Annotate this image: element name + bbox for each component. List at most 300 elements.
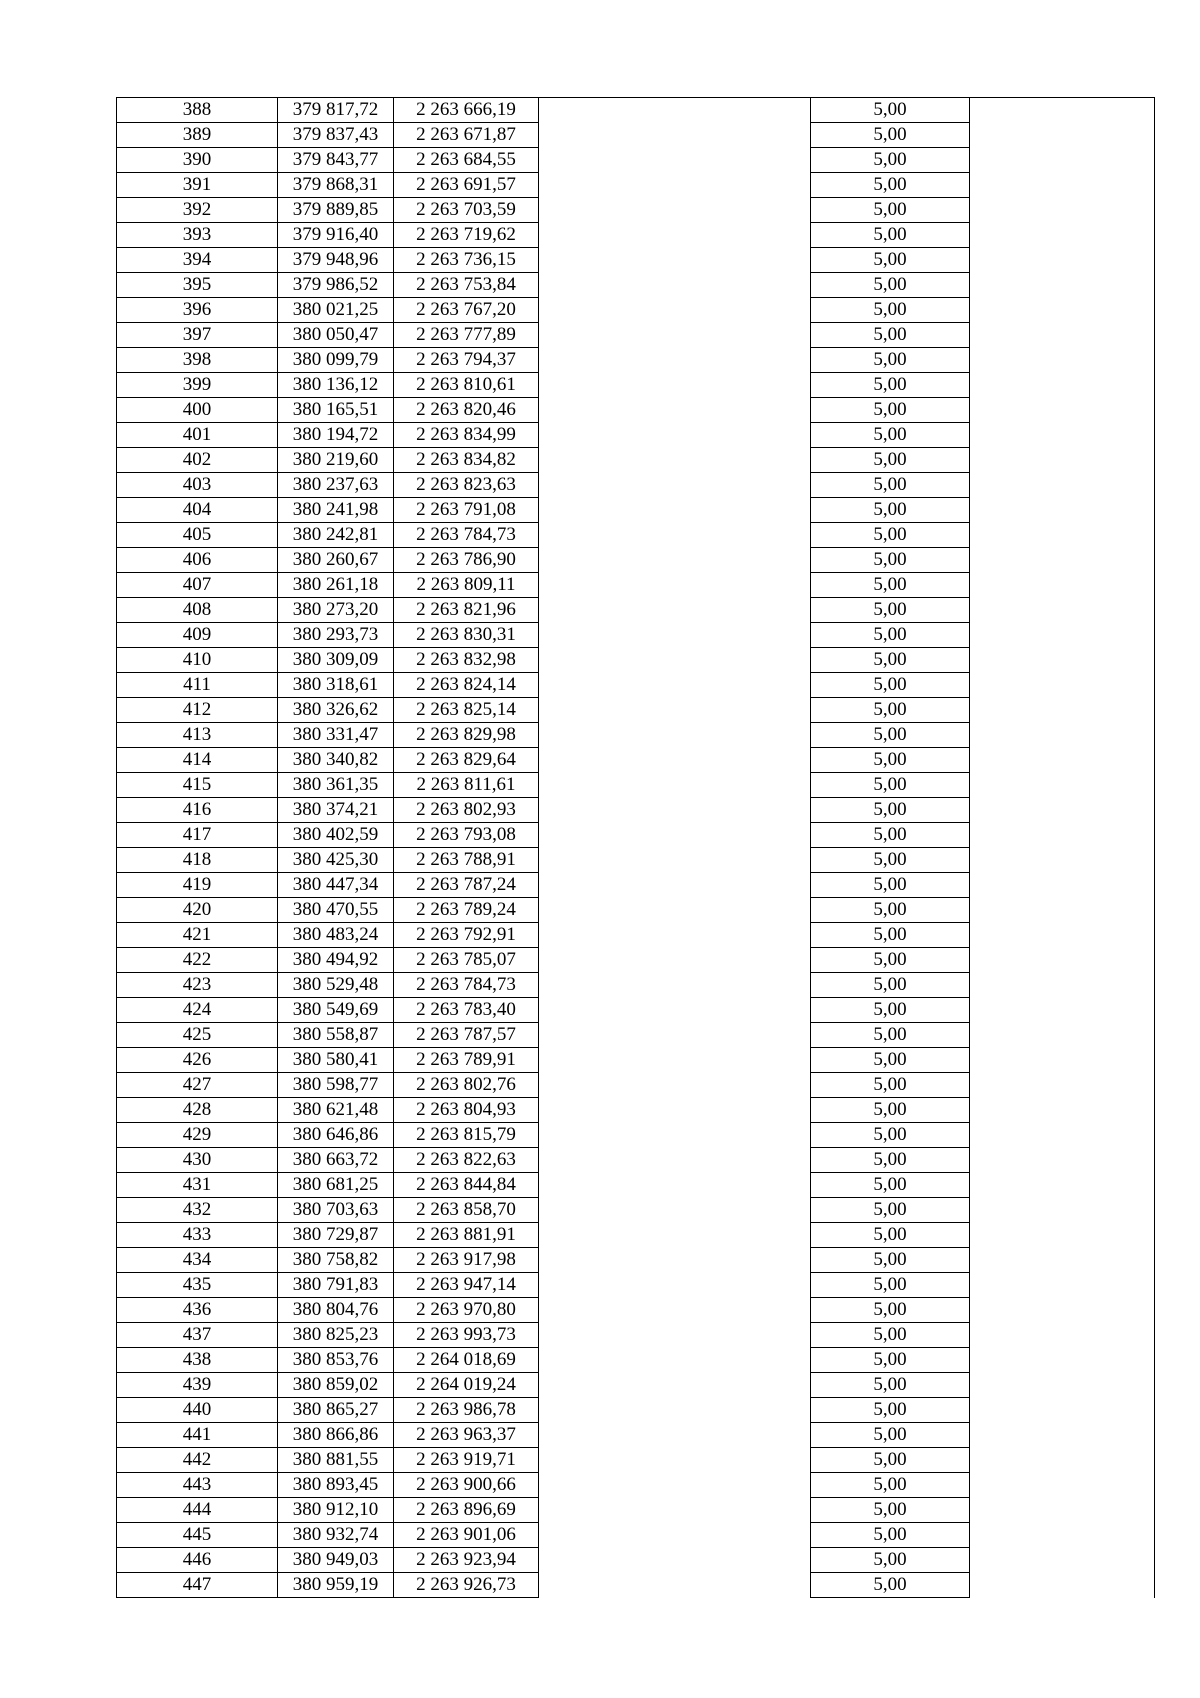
y-coordinate-cell: 2 263 793,08 bbox=[394, 823, 539, 848]
empty-cell bbox=[539, 1123, 811, 1148]
table-row bbox=[117, 748, 1155, 773]
empty-cell bbox=[539, 1298, 811, 1323]
table-row bbox=[117, 1548, 1155, 1573]
x-coordinate-cell: 380 260,67 bbox=[278, 548, 394, 573]
empty-cell bbox=[539, 198, 811, 223]
table-row bbox=[117, 1398, 1155, 1423]
empty-cell bbox=[539, 248, 811, 273]
empty-cell bbox=[539, 273, 811, 298]
point-number-cell: 407 bbox=[117, 573, 278, 598]
empty-cell bbox=[970, 998, 1155, 1023]
table-row bbox=[117, 623, 1155, 648]
value-cell: 5,00 bbox=[811, 423, 970, 448]
value-cell: 5,00 bbox=[811, 498, 970, 523]
x-coordinate-cell: 380 681,25 bbox=[278, 1173, 394, 1198]
y-coordinate-cell: 2 263 789,24 bbox=[394, 898, 539, 923]
y-coordinate-cell: 2 263 703,59 bbox=[394, 198, 539, 223]
empty-cell bbox=[539, 298, 811, 323]
table-row bbox=[117, 323, 1155, 348]
point-number-cell: 391 bbox=[117, 173, 278, 198]
value-cell: 5,00 bbox=[811, 1348, 970, 1373]
empty-cell bbox=[970, 323, 1155, 348]
table-row bbox=[117, 848, 1155, 873]
value-cell: 5,00 bbox=[811, 898, 970, 923]
table-row bbox=[117, 123, 1155, 148]
empty-cell bbox=[970, 873, 1155, 898]
value-cell: 5,00 bbox=[811, 998, 970, 1023]
table-row bbox=[117, 548, 1155, 573]
table-row bbox=[117, 1448, 1155, 1473]
table-row bbox=[117, 898, 1155, 923]
empty-cell bbox=[539, 1548, 811, 1573]
x-coordinate-cell: 380 326,62 bbox=[278, 698, 394, 723]
empty-cell bbox=[970, 348, 1155, 373]
empty-cell bbox=[970, 898, 1155, 923]
empty-cell bbox=[970, 273, 1155, 298]
value-cell: 5,00 bbox=[811, 1398, 970, 1423]
y-coordinate-cell: 2 263 767,20 bbox=[394, 298, 539, 323]
x-coordinate-cell: 380 866,86 bbox=[278, 1423, 394, 1448]
empty-cell bbox=[970, 1273, 1155, 1298]
x-coordinate-cell: 380 470,55 bbox=[278, 898, 394, 923]
x-coordinate-cell: 380 219,60 bbox=[278, 448, 394, 473]
y-coordinate-cell: 2 263 784,73 bbox=[394, 973, 539, 998]
value-cell: 5,00 bbox=[811, 1148, 970, 1173]
x-coordinate-cell: 380 912,10 bbox=[278, 1498, 394, 1523]
empty-cell bbox=[970, 1423, 1155, 1448]
table-row bbox=[117, 698, 1155, 723]
empty-cell bbox=[970, 1148, 1155, 1173]
empty-cell bbox=[539, 1223, 811, 1248]
table-row bbox=[117, 1373, 1155, 1398]
empty-cell bbox=[970, 1073, 1155, 1098]
table-row bbox=[117, 1223, 1155, 1248]
x-coordinate-cell: 380 483,24 bbox=[278, 923, 394, 948]
y-coordinate-cell: 2 264 019,24 bbox=[394, 1373, 539, 1398]
empty-cell bbox=[970, 748, 1155, 773]
y-coordinate-cell: 2 263 829,64 bbox=[394, 748, 539, 773]
y-coordinate-cell: 2 263 834,99 bbox=[394, 423, 539, 448]
x-coordinate-cell: 380 293,73 bbox=[278, 623, 394, 648]
value-cell: 5,00 bbox=[811, 1548, 970, 1573]
empty-cell bbox=[970, 673, 1155, 698]
empty-cell bbox=[539, 398, 811, 423]
empty-cell bbox=[970, 1248, 1155, 1273]
x-coordinate-cell: 380 932,74 bbox=[278, 1523, 394, 1548]
empty-cell bbox=[970, 1123, 1155, 1148]
empty-cell bbox=[970, 1373, 1155, 1398]
table-row bbox=[117, 273, 1155, 298]
table-row bbox=[117, 598, 1155, 623]
empty-cell bbox=[539, 1073, 811, 1098]
empty-cell bbox=[970, 298, 1155, 323]
point-number-cell: 396 bbox=[117, 298, 278, 323]
x-coordinate-cell: 380 050,47 bbox=[278, 323, 394, 348]
table-row bbox=[117, 448, 1155, 473]
y-coordinate-cell: 2 263 970,80 bbox=[394, 1298, 539, 1323]
value-cell: 5,00 bbox=[811, 1073, 970, 1098]
empty-cell bbox=[970, 1048, 1155, 1073]
empty-cell bbox=[970, 1173, 1155, 1198]
table-row bbox=[117, 723, 1155, 748]
empty-cell bbox=[539, 698, 811, 723]
y-coordinate-cell: 2 263 666,19 bbox=[394, 98, 539, 123]
table-row bbox=[117, 398, 1155, 423]
table-row bbox=[117, 1573, 1155, 1598]
empty-cell bbox=[539, 973, 811, 998]
y-coordinate-cell: 2 263 684,55 bbox=[394, 148, 539, 173]
value-cell: 5,00 bbox=[811, 1523, 970, 1548]
y-coordinate-cell: 2 263 691,57 bbox=[394, 173, 539, 198]
x-coordinate-cell: 380 529,48 bbox=[278, 973, 394, 998]
empty-cell bbox=[539, 1198, 811, 1223]
y-coordinate-cell: 2 263 753,84 bbox=[394, 273, 539, 298]
table-row bbox=[117, 573, 1155, 598]
empty-cell bbox=[539, 498, 811, 523]
value-cell: 5,00 bbox=[811, 523, 970, 548]
value-cell: 5,00 bbox=[811, 373, 970, 398]
empty-cell bbox=[539, 873, 811, 898]
point-number-cell: 403 bbox=[117, 473, 278, 498]
x-coordinate-cell: 380 549,69 bbox=[278, 998, 394, 1023]
point-number-cell: 389 bbox=[117, 123, 278, 148]
empty-cell bbox=[970, 548, 1155, 573]
x-coordinate-cell: 380 598,77 bbox=[278, 1073, 394, 1098]
empty-cell bbox=[539, 173, 811, 198]
empty-cell bbox=[970, 848, 1155, 873]
empty-cell bbox=[539, 1423, 811, 1448]
point-number-cell: 438 bbox=[117, 1348, 278, 1373]
value-cell: 5,00 bbox=[811, 948, 970, 973]
y-coordinate-cell: 2 263 791,08 bbox=[394, 498, 539, 523]
value-cell: 5,00 bbox=[811, 198, 970, 223]
table-row bbox=[117, 498, 1155, 523]
empty-cell bbox=[539, 548, 811, 573]
y-coordinate-cell: 2 263 792,91 bbox=[394, 923, 539, 948]
value-cell: 5,00 bbox=[811, 98, 970, 123]
table-row bbox=[117, 948, 1155, 973]
empty-cell bbox=[539, 473, 811, 498]
y-coordinate-cell: 2 263 787,24 bbox=[394, 873, 539, 898]
empty-cell bbox=[970, 223, 1155, 248]
table-row bbox=[117, 1248, 1155, 1273]
coordinates-table-body bbox=[117, 98, 1155, 1598]
x-coordinate-cell: 380 099,79 bbox=[278, 348, 394, 373]
empty-cell bbox=[970, 973, 1155, 998]
empty-cell bbox=[539, 523, 811, 548]
x-coordinate-cell: 380 558,87 bbox=[278, 1023, 394, 1048]
x-coordinate-cell: 380 893,45 bbox=[278, 1473, 394, 1498]
y-coordinate-cell: 2 263 917,98 bbox=[394, 1248, 539, 1273]
empty-cell bbox=[539, 648, 811, 673]
empty-cell bbox=[970, 198, 1155, 223]
empty-cell bbox=[539, 1048, 811, 1073]
table-row bbox=[117, 798, 1155, 823]
y-coordinate-cell: 2 263 832,98 bbox=[394, 648, 539, 673]
value-cell: 5,00 bbox=[811, 1498, 970, 1523]
table-row bbox=[117, 1498, 1155, 1523]
point-number-cell: 409 bbox=[117, 623, 278, 648]
empty-cell bbox=[539, 348, 811, 373]
y-coordinate-cell: 2 263 783,40 bbox=[394, 998, 539, 1023]
value-cell: 5,00 bbox=[811, 1173, 970, 1198]
x-coordinate-cell: 380 021,25 bbox=[278, 298, 394, 323]
x-coordinate-cell: 380 859,02 bbox=[278, 1373, 394, 1398]
y-coordinate-cell: 2 263 844,84 bbox=[394, 1173, 539, 1198]
empty-cell bbox=[539, 323, 811, 348]
value-cell: 5,00 bbox=[811, 673, 970, 698]
point-number-cell: 405 bbox=[117, 523, 278, 548]
x-coordinate-cell: 380 791,83 bbox=[278, 1273, 394, 1298]
table-row bbox=[117, 1048, 1155, 1073]
table-row bbox=[117, 423, 1155, 448]
value-cell: 5,00 bbox=[811, 473, 970, 498]
value-cell: 5,00 bbox=[811, 723, 970, 748]
table-row bbox=[117, 348, 1155, 373]
value-cell: 5,00 bbox=[811, 148, 970, 173]
y-coordinate-cell: 2 263 815,79 bbox=[394, 1123, 539, 1148]
x-coordinate-cell: 380 646,86 bbox=[278, 1123, 394, 1148]
x-coordinate-cell: 380 881,55 bbox=[278, 1448, 394, 1473]
point-number-cell: 442 bbox=[117, 1448, 278, 1473]
x-coordinate-cell: 379 889,85 bbox=[278, 198, 394, 223]
point-number-cell: 436 bbox=[117, 1298, 278, 1323]
empty-cell bbox=[539, 1173, 811, 1198]
y-coordinate-cell: 2 263 822,63 bbox=[394, 1148, 539, 1173]
x-coordinate-cell: 380 729,87 bbox=[278, 1223, 394, 1248]
empty-cell bbox=[539, 423, 811, 448]
table-row bbox=[117, 1348, 1155, 1373]
y-coordinate-cell: 2 263 823,63 bbox=[394, 473, 539, 498]
empty-cell bbox=[539, 448, 811, 473]
empty-cell bbox=[970, 1298, 1155, 1323]
empty-cell bbox=[539, 223, 811, 248]
point-number-cell: 419 bbox=[117, 873, 278, 898]
table-row bbox=[117, 473, 1155, 498]
point-number-cell: 423 bbox=[117, 973, 278, 998]
empty-cell bbox=[970, 623, 1155, 648]
point-number-cell: 395 bbox=[117, 273, 278, 298]
y-coordinate-cell: 2 263 821,96 bbox=[394, 598, 539, 623]
x-coordinate-cell: 380 361,35 bbox=[278, 773, 394, 798]
empty-cell bbox=[539, 1573, 811, 1598]
x-coordinate-cell: 380 273,20 bbox=[278, 598, 394, 623]
point-number-cell: 410 bbox=[117, 648, 278, 673]
value-cell: 5,00 bbox=[811, 873, 970, 898]
value-cell: 5,00 bbox=[811, 298, 970, 323]
table-row bbox=[117, 923, 1155, 948]
point-number-cell: 392 bbox=[117, 198, 278, 223]
value-cell: 5,00 bbox=[811, 748, 970, 773]
empty-cell bbox=[970, 948, 1155, 973]
value-cell: 5,00 bbox=[811, 623, 970, 648]
x-coordinate-cell: 380 241,98 bbox=[278, 498, 394, 523]
table-row bbox=[117, 1073, 1155, 1098]
empty-cell bbox=[970, 1573, 1155, 1598]
value-cell: 5,00 bbox=[811, 798, 970, 823]
y-coordinate-cell: 2 263 719,62 bbox=[394, 223, 539, 248]
point-number-cell: 416 bbox=[117, 798, 278, 823]
value-cell: 5,00 bbox=[811, 1323, 970, 1348]
table-row bbox=[117, 223, 1155, 248]
empty-cell bbox=[970, 1523, 1155, 1548]
y-coordinate-cell: 2 263 820,46 bbox=[394, 398, 539, 423]
value-cell: 5,00 bbox=[811, 548, 970, 573]
y-coordinate-cell: 2 263 830,31 bbox=[394, 623, 539, 648]
point-number-cell: 420 bbox=[117, 898, 278, 923]
empty-cell bbox=[970, 1348, 1155, 1373]
table-row bbox=[117, 1473, 1155, 1498]
y-coordinate-cell: 2 263 809,11 bbox=[394, 573, 539, 598]
empty-cell bbox=[539, 623, 811, 648]
point-number-cell: 447 bbox=[117, 1573, 278, 1598]
point-number-cell: 431 bbox=[117, 1173, 278, 1198]
empty-cell bbox=[970, 698, 1155, 723]
empty-cell bbox=[970, 148, 1155, 173]
y-coordinate-cell: 2 263 784,73 bbox=[394, 523, 539, 548]
y-coordinate-cell: 2 263 794,37 bbox=[394, 348, 539, 373]
table-row bbox=[117, 1523, 1155, 1548]
point-number-cell: 413 bbox=[117, 723, 278, 748]
point-number-cell: 404 bbox=[117, 498, 278, 523]
point-number-cell: 401 bbox=[117, 423, 278, 448]
table-row bbox=[117, 148, 1155, 173]
table-row bbox=[117, 1323, 1155, 1348]
table-row bbox=[117, 298, 1155, 323]
point-number-cell: 421 bbox=[117, 923, 278, 948]
point-number-cell: 425 bbox=[117, 1023, 278, 1048]
point-number-cell: 443 bbox=[117, 1473, 278, 1498]
point-number-cell: 434 bbox=[117, 1248, 278, 1273]
point-number-cell: 446 bbox=[117, 1548, 278, 1573]
empty-cell bbox=[970, 98, 1155, 123]
x-coordinate-cell: 380 804,76 bbox=[278, 1298, 394, 1323]
empty-cell bbox=[539, 148, 811, 173]
point-number-cell: 428 bbox=[117, 1098, 278, 1123]
point-number-cell: 433 bbox=[117, 1223, 278, 1248]
empty-cell bbox=[970, 1323, 1155, 1348]
empty-cell bbox=[539, 798, 811, 823]
empty-cell bbox=[970, 1023, 1155, 1048]
value-cell: 5,00 bbox=[811, 1248, 970, 1273]
x-coordinate-cell: 379 817,72 bbox=[278, 98, 394, 123]
empty-cell bbox=[970, 448, 1155, 473]
table-row bbox=[117, 98, 1155, 123]
table-row bbox=[117, 1198, 1155, 1223]
empty-cell bbox=[539, 673, 811, 698]
table-row bbox=[117, 773, 1155, 798]
table-row bbox=[117, 648, 1155, 673]
x-coordinate-cell: 380 865,27 bbox=[278, 1398, 394, 1423]
value-cell: 5,00 bbox=[811, 698, 970, 723]
empty-cell bbox=[970, 573, 1155, 598]
empty-cell bbox=[539, 1148, 811, 1173]
value-cell: 5,00 bbox=[811, 248, 970, 273]
empty-cell bbox=[539, 1023, 811, 1048]
value-cell: 5,00 bbox=[811, 1373, 970, 1398]
x-coordinate-cell: 379 843,77 bbox=[278, 148, 394, 173]
value-cell: 5,00 bbox=[811, 1273, 970, 1298]
x-coordinate-cell: 380 242,81 bbox=[278, 523, 394, 548]
empty-cell bbox=[539, 748, 811, 773]
point-number-cell: 437 bbox=[117, 1323, 278, 1348]
empty-cell bbox=[539, 1498, 811, 1523]
empty-cell bbox=[539, 123, 811, 148]
empty-cell bbox=[539, 723, 811, 748]
value-cell: 5,00 bbox=[811, 598, 970, 623]
y-coordinate-cell: 2 263 881,91 bbox=[394, 1223, 539, 1248]
empty-cell bbox=[970, 498, 1155, 523]
value-cell: 5,00 bbox=[811, 1573, 970, 1598]
point-number-cell: 445 bbox=[117, 1523, 278, 1548]
empty-cell bbox=[970, 1473, 1155, 1498]
value-cell: 5,00 bbox=[811, 1448, 970, 1473]
x-coordinate-cell: 380 402,59 bbox=[278, 823, 394, 848]
x-coordinate-cell: 380 318,61 bbox=[278, 673, 394, 698]
value-cell: 5,00 bbox=[811, 1298, 970, 1323]
empty-cell bbox=[970, 1548, 1155, 1573]
empty-cell bbox=[970, 1223, 1155, 1248]
point-number-cell: 400 bbox=[117, 398, 278, 423]
x-coordinate-cell: 380 309,09 bbox=[278, 648, 394, 673]
table-row bbox=[117, 1123, 1155, 1148]
x-coordinate-cell: 380 825,23 bbox=[278, 1323, 394, 1348]
point-number-cell: 412 bbox=[117, 698, 278, 723]
empty-cell bbox=[970, 1398, 1155, 1423]
point-number-cell: 424 bbox=[117, 998, 278, 1023]
y-coordinate-cell: 2 263 786,90 bbox=[394, 548, 539, 573]
empty-cell bbox=[539, 773, 811, 798]
empty-cell bbox=[539, 1323, 811, 1348]
x-coordinate-cell: 380 261,18 bbox=[278, 573, 394, 598]
empty-cell bbox=[539, 898, 811, 923]
table-row bbox=[117, 998, 1155, 1023]
empty-cell bbox=[539, 573, 811, 598]
table-row bbox=[117, 1148, 1155, 1173]
table-row bbox=[117, 198, 1155, 223]
table-row bbox=[117, 1273, 1155, 1298]
x-coordinate-cell: 380 194,72 bbox=[278, 423, 394, 448]
point-number-cell: 441 bbox=[117, 1423, 278, 1448]
point-number-cell: 415 bbox=[117, 773, 278, 798]
y-coordinate-cell: 2 263 901,06 bbox=[394, 1523, 539, 1548]
y-coordinate-cell: 2 263 963,37 bbox=[394, 1423, 539, 1448]
y-coordinate-cell: 2 263 777,89 bbox=[394, 323, 539, 348]
empty-cell bbox=[539, 1098, 811, 1123]
x-coordinate-cell: 379 868,31 bbox=[278, 173, 394, 198]
table-row bbox=[117, 973, 1155, 998]
value-cell: 5,00 bbox=[811, 1473, 970, 1498]
empty-cell bbox=[539, 1473, 811, 1498]
x-coordinate-cell: 380 494,92 bbox=[278, 948, 394, 973]
table-row bbox=[117, 173, 1155, 198]
value-cell: 5,00 bbox=[811, 1198, 970, 1223]
value-cell: 5,00 bbox=[811, 648, 970, 673]
y-coordinate-cell: 2 263 986,78 bbox=[394, 1398, 539, 1423]
empty-cell bbox=[539, 1348, 811, 1373]
x-coordinate-cell: 380 425,30 bbox=[278, 848, 394, 873]
empty-cell bbox=[970, 823, 1155, 848]
empty-cell bbox=[970, 723, 1155, 748]
x-coordinate-cell: 380 340,82 bbox=[278, 748, 394, 773]
empty-cell bbox=[970, 123, 1155, 148]
point-number-cell: 418 bbox=[117, 848, 278, 873]
empty-cell bbox=[539, 948, 811, 973]
value-cell: 5,00 bbox=[811, 1023, 970, 1048]
value-cell: 5,00 bbox=[811, 773, 970, 798]
empty-cell bbox=[970, 1098, 1155, 1123]
point-number-cell: 399 bbox=[117, 373, 278, 398]
